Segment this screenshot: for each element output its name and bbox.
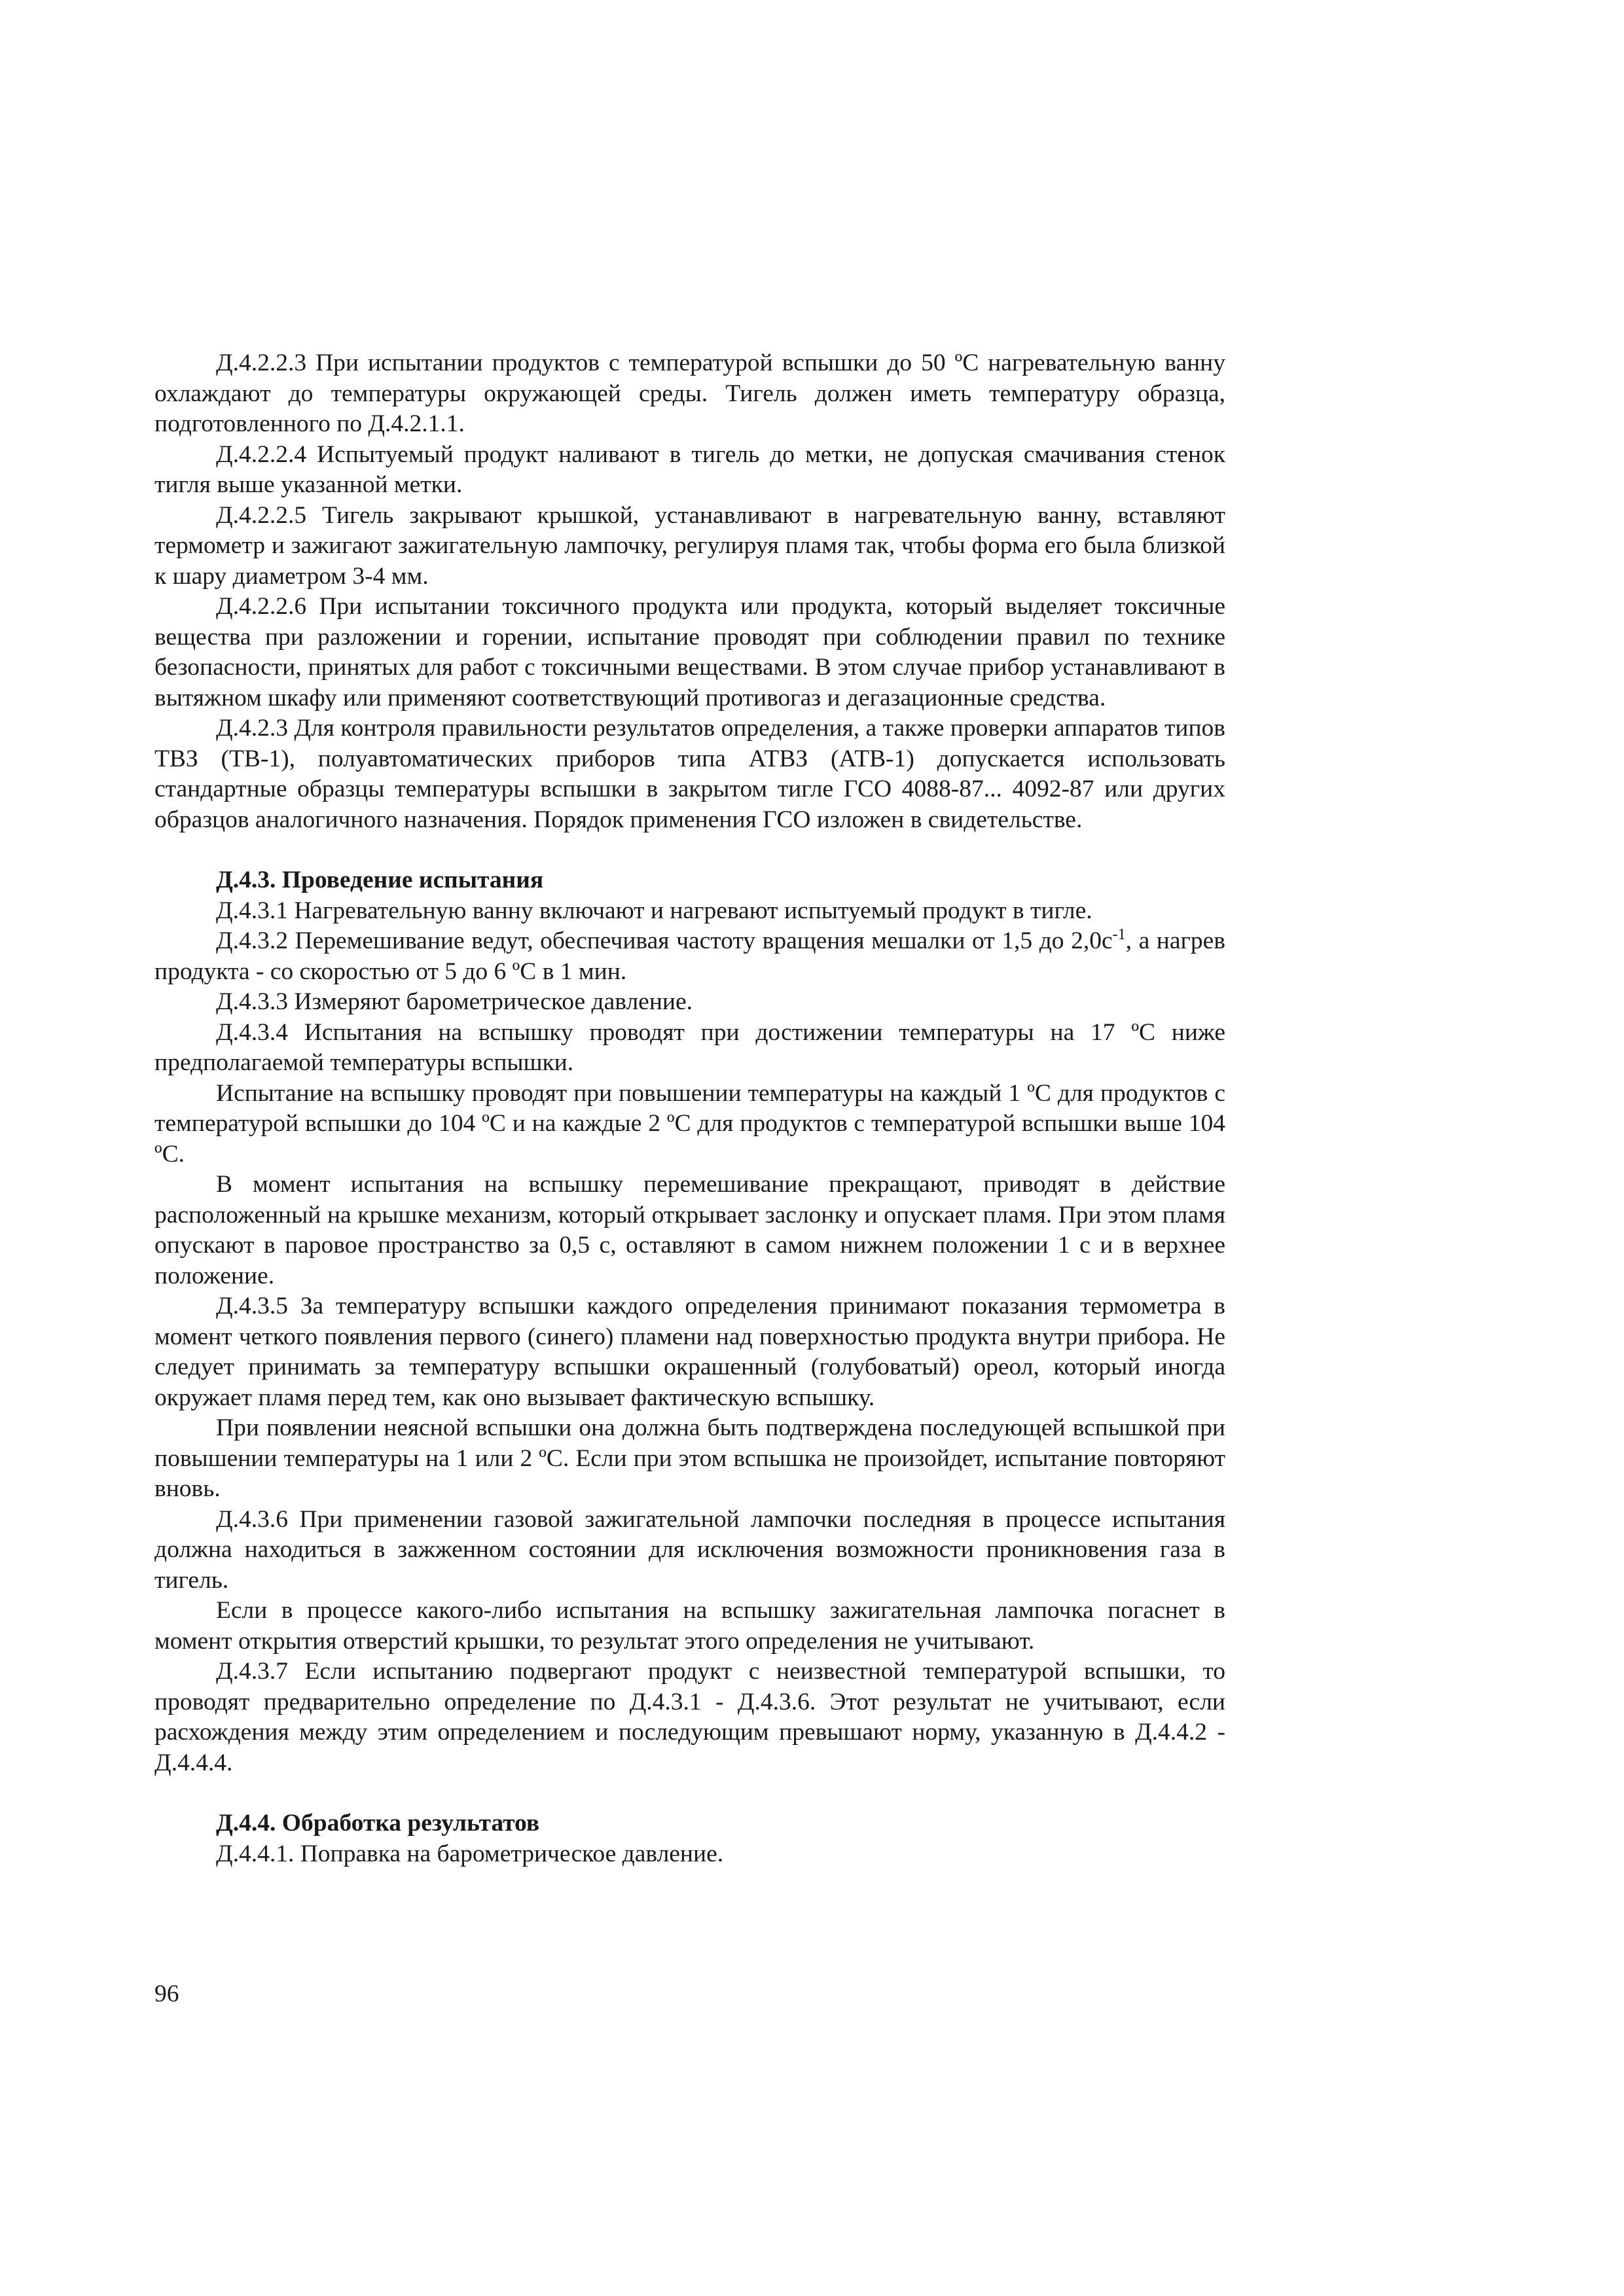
paragraph-d435: Д.4.3.5 За температуру вспышки каждого определения принимают показания термометра в момент четкого появления первого (синего) пламени над поверхностью продукта внутри прибора. Не следует принимать за температуру вспышки окрашенный (голубоватый) ореол, который иногда окружает пламя перед тем, как оно вызывает фактическую вспышку.	[154, 1293, 1225, 1411]
superscript-minus-one: -1	[1112, 926, 1126, 943]
paragraph-d437: Д.4.3.7 Если испытанию подвергают продукт с неизвестной температурой вспышки, то проводят предварительно определение по Д.4.3.1 - Д.4.3.6. Этот результат не учитывают, если расхождения между этим определением и последующим превышают норму, указанную в Д.4.4.2 - Д.4.4.4.	[154, 1658, 1225, 1776]
paragraph-d441: Д.4.4.1. Поправка на барометрическое давление.	[216, 1840, 724, 1867]
paragraph-d431: Д.4.3.1 Нагревательную ванну включают и нагревают испытуемый продукт в тигле.	[216, 897, 1092, 924]
section-gap	[154, 1778, 1225, 1808]
paragraph-d432-text: Д.4.3.2 Перемешивание ведут, обеспечивая частоту вращения мешалки от 1,5 до 2,0с	[216, 927, 1113, 954]
section-gap	[154, 835, 1225, 865]
paragraph-d436: Д.4.3.6 При применении газовой зажигательной лампочки последняя в процессе испытания должна находиться в зажженном состоянии для исключения возможности проникновения газа в тигель.	[154, 1505, 1225, 1594]
document-page	[154, 348, 1225, 1869]
paragraph-d433: Д.4.3.3 Измеряют барометрическое давление.	[216, 988, 693, 1015]
paragraph-flash-step: Испытание на вспышку проводят при повышении температуры на каждый 1 ºС для продуктов с температурой вспышки до 104 ºС и на каждые 2 ºС для продуктов с температурой вспышки выше 104 ºС.	[154, 1079, 1225, 1168]
section-heading-d43: Д.4.3. Проведение испытания	[216, 867, 544, 893]
paragraph-d4223: Д.4.2.2.3 При испытании продуктов с температурой вспышки до 50 ºС нагревательную ванну охлаждают до температуры окружающей среды. Тигель должен иметь температуру образца, подготовленного по Д.4.2.1.1.	[154, 350, 1225, 437]
section-heading-d44: Д.4.4. Обработка результатов	[216, 1810, 540, 1837]
paragraph-d4225: Д.4.2.2.5 Тигель закрывают крышкой, устанавливают в нагревательную ванну, вставляют термометр и зажигают зажигательную лампочку, регулируя пламя так, чтобы форма его была близкой к шару диаметром 3-4 мм.	[154, 501, 1225, 590]
paragraph-lamp-out: Если в процессе какого-либо испытания на вспышку зажигательная лампочка погаснет в момент открытия отверстий крышки, то результат этого определения не учитывают.	[154, 1597, 1225, 1655]
paragraph-d432-text-end: , а нагрев продукта - со скоростью от 5 до 6 ºС в 1 мин.	[154, 927, 1225, 985]
paragraph-unclear-flash: При появлении неясной вспышки она должна быть подтверждена последующей вспышкой при повышении температуры на 1 или 2 ºС. Если при этом вспышка не произойдет, испытание повторяют вновь.	[154, 1414, 1225, 1502]
paragraph-d434: Д.4.3.4 Испытания на вспышку проводят при достижении температуры на 17 ºС ниже предполагаемой температуры вспышки.	[154, 1018, 1225, 1076]
paragraph-d4224: Д.4.2.2.4 Испытуемый продукт наливают в тигель до метки, не допуская смачивания стенок тигля выше указанной метки.	[154, 440, 1225, 498]
paragraph-d4226: Д.4.2.2.6 При испытании токсичного продукта или продукта, который выделяет токсичные вещества при разложении и горении, испытание проводят при соблюдении правил по технике безопасности, принятых для работ с токсичными веществами. В этом случае прибор устанавливают в вытяжном шкафу или применяют соответствующий противогаз и дегазационные средства.	[154, 593, 1225, 711]
page-number: 96	[154, 1981, 179, 2007]
paragraph-d432	[154, 926, 1225, 987]
paragraph-d423: Д.4.2.3 Для контроля правильности результатов определения, а также проверки аппаратов типов ТВЗ (ТВ-1), полуавтоматических приборов типа АТВЗ (АТВ-1) допускается использовать стандартные образцы температуры вспышки в закрытом тигле ГСО 4088-87... 4092-87 или других образцов аналогичного назначения. Порядок применения ГСО изложен в свидетельстве.	[154, 715, 1225, 833]
paragraph-flash-moment: В момент испытания на вспышку перемешивание прекращают, приводят в действие расположенный на крышке механизм, который открывает заслонку и опускает пламя. При этом пламя опускают в паровое пространство за 0,5 с, оставляют в самом нижнем положении 1 с и в верхнее положение.	[154, 1171, 1225, 1289]
